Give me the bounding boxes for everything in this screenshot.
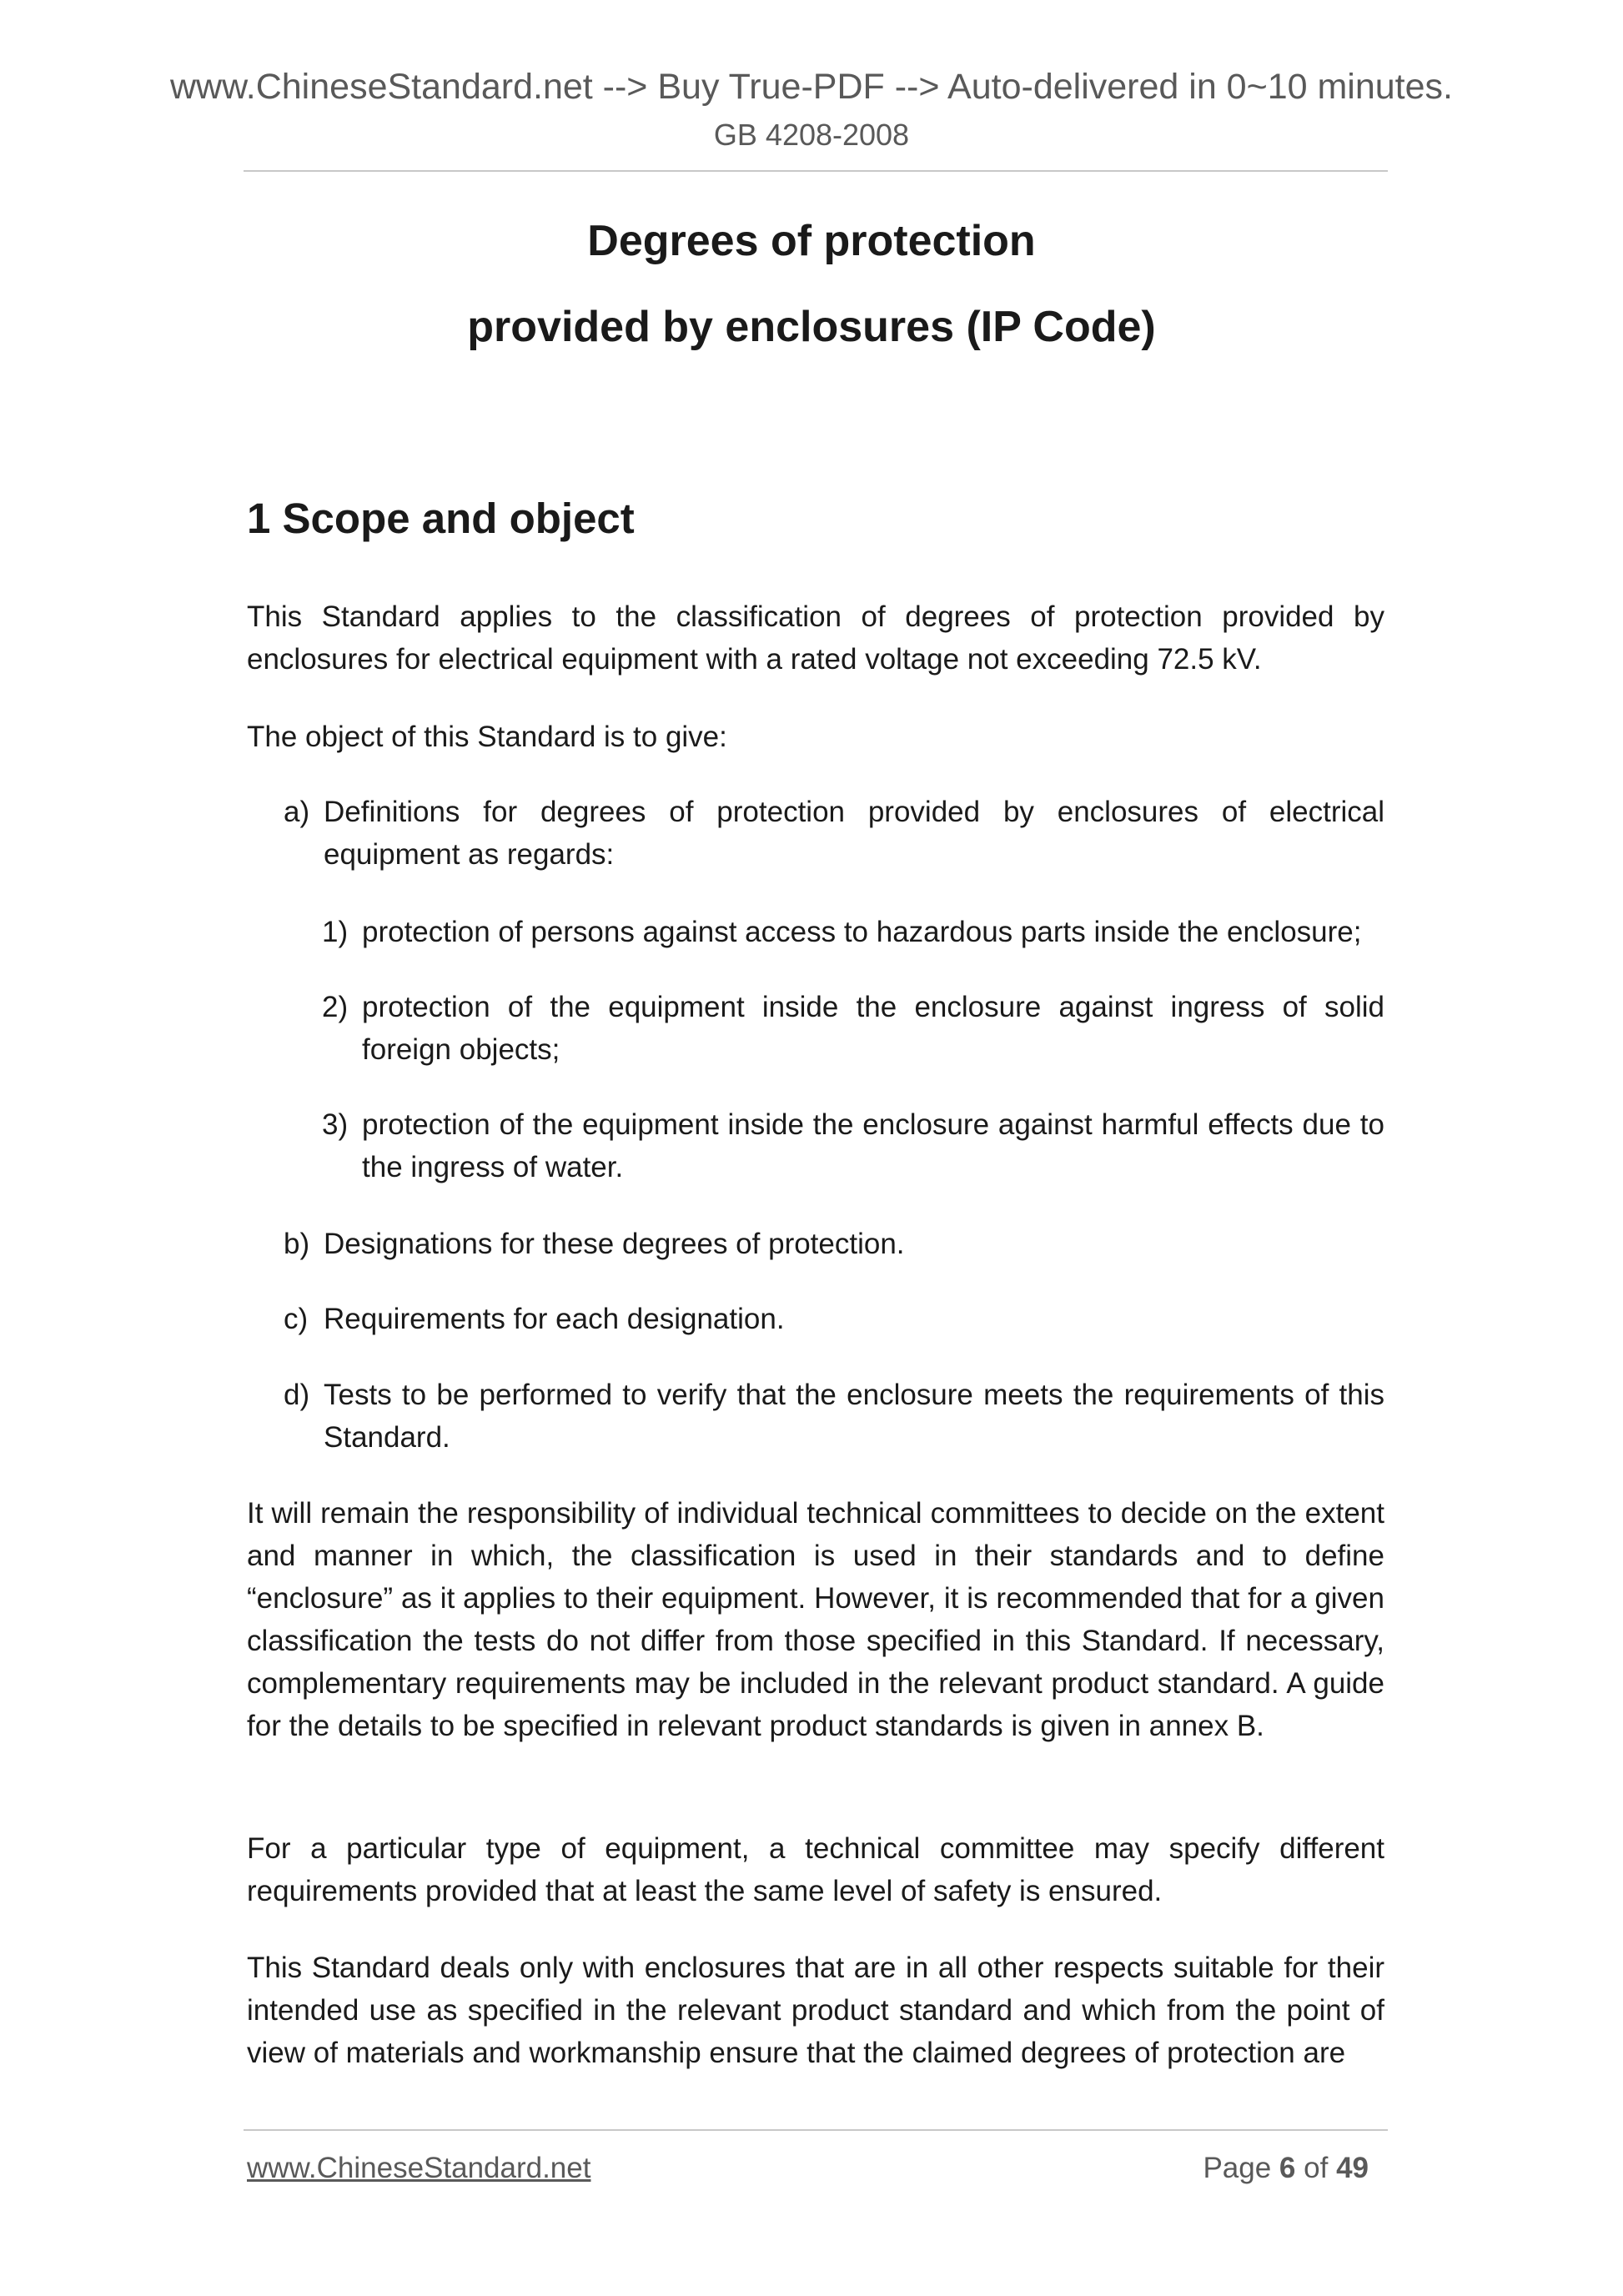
scope-paragraph: This Standard applies to the classification of degrees of protection provided by enclosures for electrical equipment with a rated voltage not exceeding 72.5 kV.: [247, 600, 1384, 676]
list-marker: c): [284, 1303, 309, 1335]
list-item: [284, 1223, 1384, 1265]
list-marker: 2): [322, 991, 349, 1023]
list-item-text: protection of the equipment inside the enclosure against harmful effects due to the ingress of water.: [362, 1108, 1384, 1183]
list-item-text: Tests to be performed to verify that the enclosure meets the requirements of this Standard.: [324, 1379, 1384, 1454]
document-title-line-2: provided by enclosures (IP Code): [467, 303, 1156, 351]
enclosure-scope-paragraph: This Standard deals only with enclosures that are in all other respects suitable for their intended use as specified in the relevant product standard and which from the point of view of materials and workmanship ensure that the claimed degrees of protection are: [247, 1952, 1384, 2069]
header-divider: [244, 170, 1388, 172]
sub-list-item: [322, 911, 1384, 953]
section-heading: 1 Scope and object: [247, 495, 635, 542]
footer-divider: [244, 2129, 1388, 2131]
standard-number: GB 4208-2008: [713, 118, 910, 152]
list-item: [284, 1374, 1384, 1459]
list-marker: a): [284, 796, 310, 828]
list-marker: d): [284, 1379, 310, 1411]
list-marker: 3): [322, 1108, 349, 1141]
list-item: [284, 791, 1384, 876]
page-of: of: [1304, 2152, 1329, 2184]
object-intro-paragraph: The object of this Standard is to give:: [247, 721, 727, 753]
list-item-text: protection of persons against access to hazardous parts inside the enclosure;: [362, 916, 1362, 948]
page-current: 6: [1279, 2152, 1296, 2184]
sub-list-item: [322, 1103, 1384, 1188]
footer-website-link[interactable]: www.ChineseStandard.net: [247, 2152, 591, 2184]
list-item-text: Definitions for degrees of protection provided by enclosures of electrical equipment as regards:: [324, 796, 1384, 871]
list-item: [284, 1298, 1384, 1340]
list-item-text: protection of the equipment inside the enclosure against ingress of solid foreign objects;: [362, 991, 1384, 1066]
list-marker: 1): [322, 916, 349, 948]
page-label: Page: [1203, 2152, 1272, 2184]
sub-list-item: [322, 986, 1384, 1071]
header-banner: www.ChineseStandard.net --> Buy True-PDF --> Auto-delivered in 0~10 minutes.: [169, 67, 1453, 107]
responsibility-paragraph: It will remain the responsibility of individual technical committees to decide on the extent and manner in which, the classification is used in their standards and to define “enclosure” as it applies to their equipment. However, it is recommended that for a given classification the tests do not differ from those specified in this Standard. If necessary, complementary requirements may be included in the relevant product standard. A guide for the details to be specified in relevant product standards is given in annex B.: [247, 1497, 1384, 1742]
page-number: [1203, 2150, 1369, 2187]
page-total: 49: [1336, 2152, 1369, 2184]
document-title-line-1: Degrees of protection: [587, 217, 1036, 265]
equipment-type-paragraph: For a particular type of equipment, a technical committee may specify different requirements provided that at least the same level of safety is ensured.: [247, 1832, 1384, 1907]
list-marker: b): [284, 1228, 310, 1260]
list-item-text: Designations for these degrees of protection.: [324, 1228, 905, 1260]
list-item-text: Requirements for each designation.: [324, 1303, 785, 1335]
